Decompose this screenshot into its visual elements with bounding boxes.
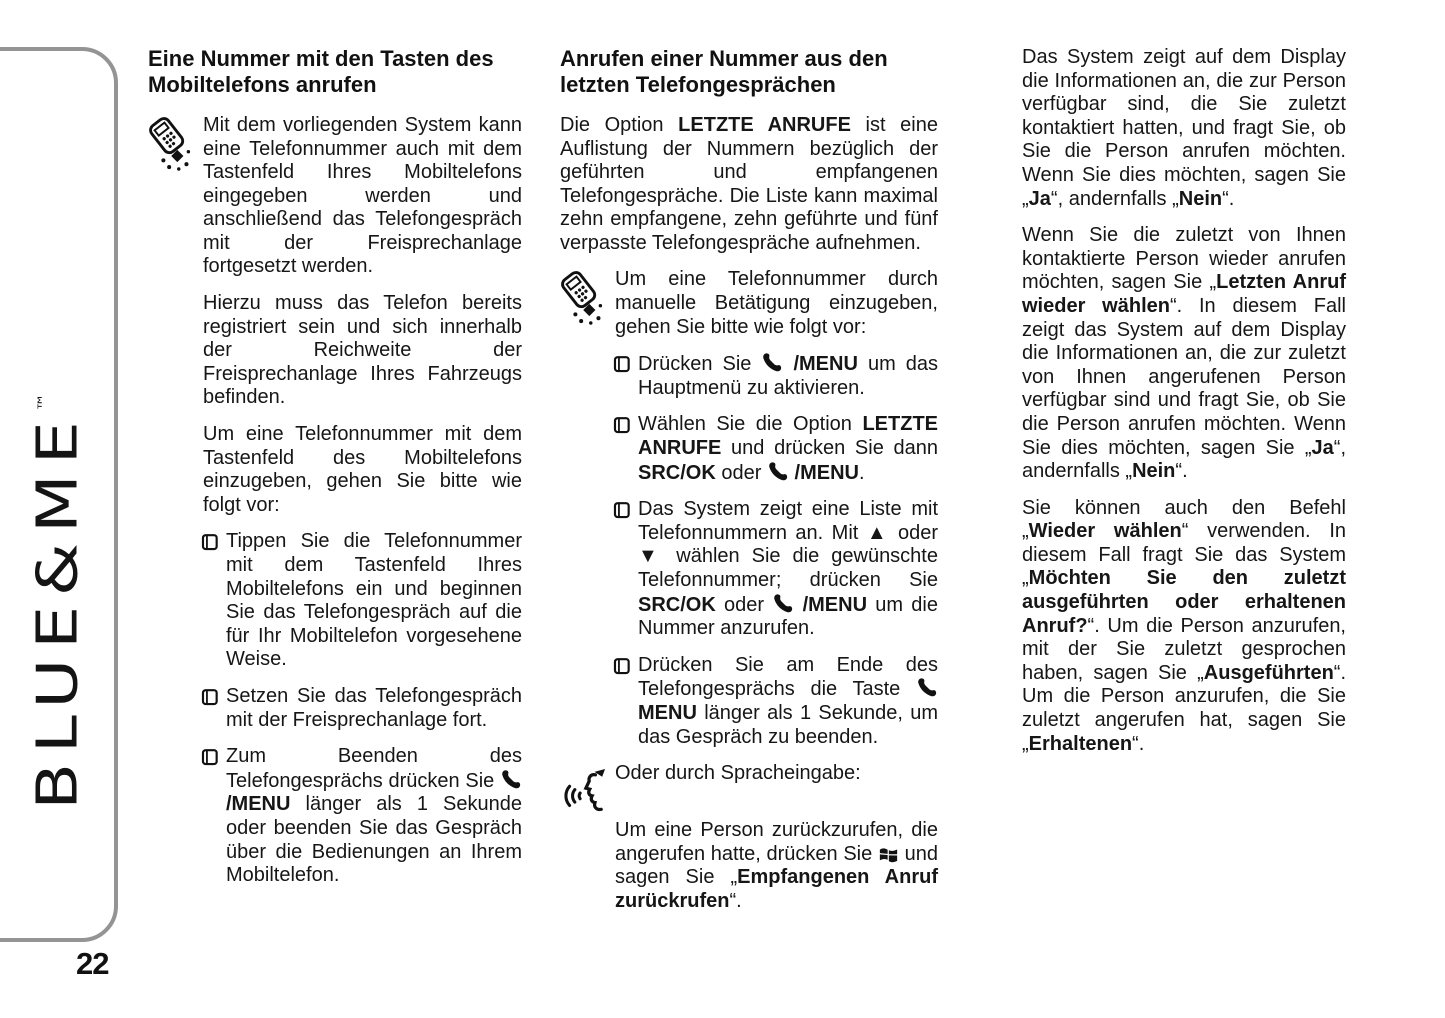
checkbox-bullet-icon [613,656,631,676]
page-number: 22 [76,946,109,981]
bullet-item [560,413,938,485]
checkbox-bullet-icon [201,687,219,707]
paragraph [560,819,938,913]
checkbox-bullet-icon [201,747,219,767]
windows-logo-icon [878,843,905,865]
bullet-item [560,498,938,641]
phone-handset-icon [772,594,802,616]
phone-handset-icon [500,770,522,792]
bullet-item [560,352,938,400]
paragraph-text: Drücken Sie /MENU um das Hauptmenü zu aktivieren. [638,353,938,399]
paragraph-text: Die Option LETZTE ANRUFE ist eine Auflistung der Nummern bezüglich der geführten und empfangenen Telefongespräche. Die Liste kann maximal zehn empfangene, zehn geführte und fünf verpasste Telefongespräche aufnehmen. [560,113,938,254]
checkbox-bullet-icon [613,415,631,435]
paragraph-text: Mit dem vorliegenden System kann eine Telefonnummer auch mit dem Tastenfeld Ihres Mobiltelefons eingegeben werden und anschließend das Telefongespräch mit der Freisprechanlage fortgesetzt werden. [203,113,522,278]
section-heading: Anrufen einer Nummer aus den letzten Telefongesprächen [560,46,888,97]
paragraph-text: Sie können auch den Befehl „Wieder wählen“ verwenden. In diesem Fall fragt Sie das System „Möchten Sie den zuletzt ausgeführten oder erhaltenen Anruf?“. Um die Person anzurufen, mit der Sie zuletzt gesprochen haben, sagen Sie „Ausgeführten“. Um die Person anzurufen, die Sie zuletzt angerufen hat, sagen Sie „Erhaltenen“. [1022,496,1346,755]
section-heading: Eine Nummer mit den Tasten des Mobiltelefons anrufen [148,46,494,97]
voice-icon [560,763,606,823]
paragraph [560,762,938,806]
paragraph [1022,224,1346,484]
paragraph [1022,46,1346,211]
paragraph-text: Tippen Sie die Telefonnummer mit dem Tastenfeld Ihres Mobiltelefons ein und beginnen Sie das Telefongespräch auf die für Ihr Mobiltelefon vorgesehene Weise. [226,530,522,671]
bullet-item [148,530,522,672]
checkbox-bullet-icon [613,354,631,374]
paragraph-text: Wählen Sie die Option LETZTE ANRUFE und drücken Sie dann SRC/OK oder /MENU. [638,413,938,484]
column-3 [1022,46,1346,769]
trademark-symbol: ™ [34,392,53,411]
paragraph-text: Oder durch Spracheingabe: [615,762,861,785]
paragraph-text: Um eine Person zurückzurufen, die angerufen hatte, drücken Sie und sagen Sie „Empfangenen Anruf zurückrufen“. [615,819,939,912]
checkbox-bullet-icon [613,500,631,520]
bullet-item [148,745,522,888]
paragraph-text: Drücken Sie am Ende des Telefongesprächs die Taste MENU länger als 1 Sekunde, um das Gespräch zu beenden. [638,653,938,748]
paragraph [148,114,522,279]
bullet-item [560,654,938,749]
paragraph-text: Um eine Telefonnummer mit dem Tastenfeld des Mobiltelefons einzugeben, gehen Sie bitte wie folgt vor: [203,423,522,516]
paragraph-text: Wenn Sie die zuletzt von Ihnen kontaktierte Person wieder anrufen möchten, sagen Sie „Letzten Anruf wieder wählen“. In diesem Fall zeigt das System auf dem Display die Informationen an, die zur zuletzt von Ihnen angerufenen Person verfügbar sind und fragt Sie, ob Sie die Person anrufen möchten. Wenn Sie dies möchten, sagen Sie „Ja“, andernfalls „Nein“. [1022,224,1346,483]
paragraph-text: Setzen Sie das Telefongespräch mit der Freisprechanlage fort. [226,684,522,731]
paragraph [148,292,522,410]
column-blocks [1022,46,1346,756]
paragraph-text: Das System zeigt eine Liste mit Telefonnummern an. Mit ▲ oder ▼ wählen Sie die gewünschte Telefonnummer; drücken Sie SRC/OK oder /MENU um die Nummer anzurufen. [638,498,939,640]
paragraph-text: Das System zeigt auf dem Display die Informationen an, die zur Person verfügbar sind, die Sie zuletzt kontaktiert hatten, und fragt Sie, ob Sie die Person anrufen möchten. Wenn Sie dies möchten, sagen Sie „Ja“, andernfalls „Nein“. [1022,46,1346,210]
paragraph-text: Um eine Telefonnummer durch manuelle Betätigung einzugeben, gehen Sie bitte wie folgt vor: [615,268,938,338]
bullet-item [148,685,522,732]
mobile-phone-keypad-icon [148,115,198,173]
phone-handset-icon [916,678,938,700]
paragraph [560,268,938,339]
column-1 [148,46,522,901]
paragraph [148,423,522,517]
blueandme-logo [6,370,110,832]
phone-handset-icon [767,462,795,484]
phone-handset-icon [761,353,793,375]
paragraph [1022,497,1346,757]
column-2 [560,46,938,927]
paragraph [560,114,938,256]
column-blocks [148,114,522,888]
paragraph-text: Zum Beenden des Telefongesprächs drücken Sie /MENU länger als 1 Sekunde oder beenden Sie das Gespräch über die Bedienungen an Ihrem Mobiltelefon. [226,745,522,887]
paragraph-text: Hierzu muss das Telefon bereits registriert sein und sich innerhalb der Reichweite der Freisprechanlage Ihres Fahrzeugs befinden. [203,292,522,409]
column-blocks [560,114,938,914]
blueandme-logo-text: BLUE&ME™ [25,392,91,810]
mobile-phone-keypad-icon [560,269,610,327]
checkbox-bullet-icon [201,532,219,552]
